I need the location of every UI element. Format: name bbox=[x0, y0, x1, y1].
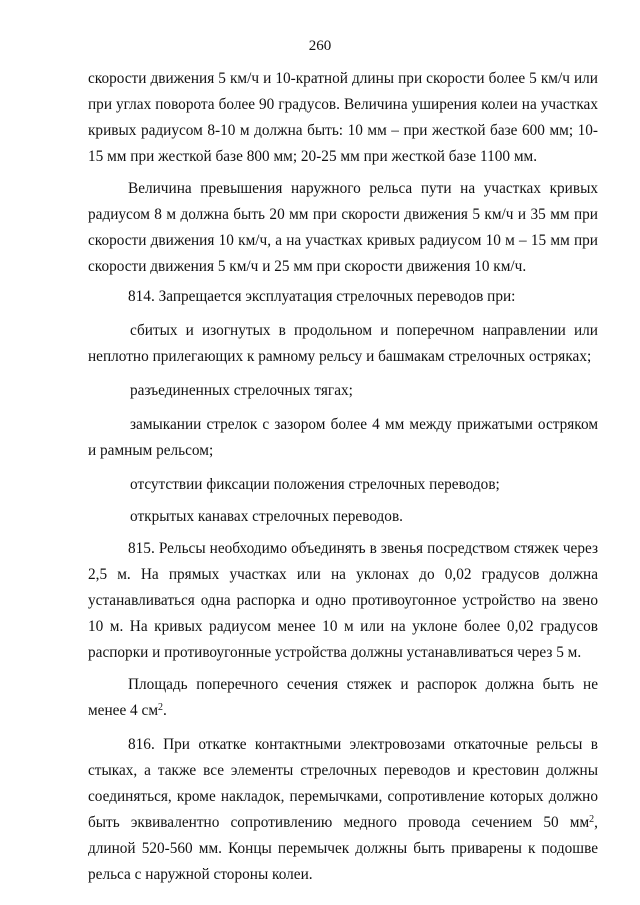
superscript-squared: 2 bbox=[589, 814, 595, 825]
list-item-disconnected-rods: разъединенных стрелочных тягах; bbox=[130, 382, 353, 399]
clause-815: 815. Рельсы необходимо объединять в звенья посредством стяжек через 2,5 м. На прямых участках или на уклонах до 0,02 градусов должна устанавливаться одна распорка и одно противоугонное устройство на звено 10 м. На кривых радиусом менее 10 м или на уклоне более 0,02 градусов распорки и противоугонные устройства должны устанавливаться через 5 м. bbox=[88, 540, 598, 661]
cross-section-text-end: . bbox=[163, 702, 167, 719]
paragraph-rail-elevation: Величина превышения наружного рельса пути на участках кривых радиусом 8 м должна быть 20 мм при скорости движения 5 км/ч и 35 мм при скорости движения 10 км/ч, а на участках кривых радиусом 10 м – 15 мм при скорости движения 5 км/ч и 25 мм при скорости движения 10 км/ч. bbox=[88, 180, 598, 275]
list-item-gap-switch-locking: замыкании стрелок с зазором более 4 мм между прижатыми остряком и рамным рельсом; bbox=[88, 416, 598, 459]
clause-816-text: 816. При откатке контактными электровозами откаточные рельсы в стыках, а также все элементы стрелочных переводов и крестовин должны соединяться, кроме накладок, перемычками, сопротивление которых должно быть эквивалентно сопротивлению медного провода сечением 50 мм bbox=[88, 736, 598, 831]
clause-816-text-end: , длиной 520-560 мм. Концы перемычек должны быть приварены к подошве рельса с наружной стороны колеи. bbox=[88, 814, 598, 883]
cross-section-text: Площадь поперечного сечения стяжек и распорок должна быть не менее 4 см bbox=[88, 676, 598, 719]
clause-814-heading: 814. Запрещается эксплуатация стрелочных переводов при: bbox=[128, 288, 516, 305]
paragraph-cross-section-area bbox=[88, 672, 598, 724]
document-body bbox=[88, 66, 598, 888]
list-item-bent-switch-points: сбитых и изогнутых в продольном и поперечном направлении или неплотно прилегающих к рамному рельсу и башмакам стрелочных остряках; bbox=[88, 322, 598, 365]
clause-816 bbox=[88, 732, 598, 888]
paragraph-track-widening: скорости движения 5 км/ч и 10-кратной длины при скорости более 5 км/ч или при углах поворота более 90 градусов. Величина уширения колеи на участках кривых радиусом 8-10 м должна быть: 10 мм – при жесткой базе 600 мм; 10-15 мм при жесткой базе 800 мм; 20-25 мм при жесткой базе 1100 мм. bbox=[88, 70, 598, 165]
list-item-open-ditches: открытых канавах стрелочных переводов. bbox=[130, 508, 404, 525]
superscript-squared: 2 bbox=[158, 702, 164, 713]
list-item-no-position-fixing: отсутствии фиксации положения стрелочных переводов; bbox=[130, 476, 500, 493]
page-number: 260 bbox=[308, 38, 332, 54]
